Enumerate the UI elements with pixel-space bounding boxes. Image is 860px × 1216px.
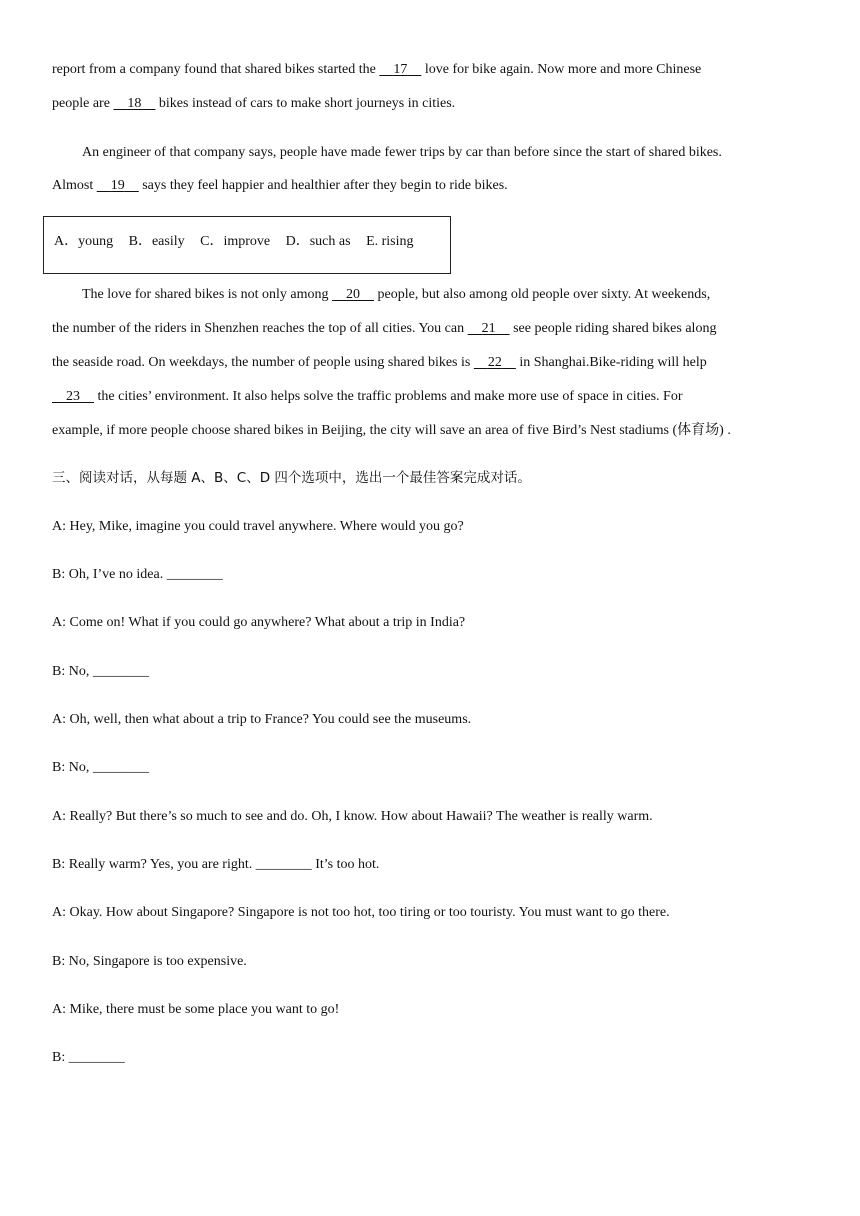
passage-line-7 xyxy=(52,354,707,372)
blank-19[interactable] xyxy=(97,178,139,193)
text: the seaside road. On weekdays, the number of people using shared bikes is xyxy=(52,355,474,370)
text: Almost xyxy=(52,178,97,193)
dialogue-line: A: Mike, there must be some place you want to go! xyxy=(52,1002,340,1017)
dialogue-line: A: Really? But there’s so much to see and do. Oh, I know. How about Hawaii? The weather is really warm. xyxy=(52,809,653,824)
dialogue-line: B: ________ xyxy=(52,1050,125,1065)
text: the number of the riders in Shenzhen reaches the top of all cities. You can xyxy=(52,321,468,336)
passage-line-8 xyxy=(52,388,682,406)
blank-number: 22 xyxy=(487,355,502,370)
blank-number: 21 xyxy=(481,321,496,336)
section-3-heading: 三、阅读对话，从每题 A、B、C、D 四个选项中，选出一个最佳答案完成对话。 xyxy=(52,470,531,486)
dialogue-line: A: Hey, Mike, imagine you could travel anywhere. Where would you go? xyxy=(52,519,464,534)
dialogue-line: A: Okay. How about Singapore? Singapore is not too hot, too tiring or too touristy. You must want to go there. xyxy=(52,905,670,920)
text: see people riding shared bikes along xyxy=(509,321,717,336)
text: report from a company found that shared bikes started the xyxy=(52,62,380,77)
option-d: D．such as xyxy=(285,234,351,249)
text: the cities’ environment. It also helps solve the traffic problems and make more use of space in cities. For xyxy=(94,389,683,404)
word-options xyxy=(54,233,414,251)
text: in Shanghai.Bike-riding will help xyxy=(515,355,707,370)
text: The love for shared bikes is not only among xyxy=(82,287,333,302)
passage-line-1 xyxy=(52,61,701,79)
blank-number: 19 xyxy=(110,178,125,193)
passage-line-9: example, if more people choose shared bikes in Beijing, the city will save an area of five Bird’s Nest stadiums (体育场) . xyxy=(52,423,731,438)
dialogue-line: B: Really warm? Yes, you are right. ________ It’s too hot. xyxy=(52,857,380,872)
option-b: B．easily xyxy=(128,234,185,249)
passage-line-2 xyxy=(52,95,455,113)
text: people, but also among old people over sixty. At weekends, xyxy=(374,287,711,302)
text: bikes instead of cars to make short journeys in cities. xyxy=(155,96,456,111)
passage-line-3: An engineer of that company says, people have made fewer trips by car than before since the start of shared bikes. xyxy=(82,145,722,160)
blank-number: 20 xyxy=(346,287,361,302)
blank-20[interactable] xyxy=(332,287,374,302)
option-e: E. rising xyxy=(366,234,414,249)
blank-23[interactable] xyxy=(52,389,94,404)
blank-number: 23 xyxy=(66,389,80,404)
passage-line-5 xyxy=(82,286,710,304)
dialogue-line: B: No, ________ xyxy=(52,664,149,679)
option-a: A．young xyxy=(54,234,114,249)
dialogue-line: A: Oh, well, then what about a trip to France? You could see the museums. xyxy=(52,712,472,727)
text: says they feel happier and healthier after they begin to ride bikes. xyxy=(138,178,508,193)
blank-number: 18 xyxy=(127,96,142,111)
blank-17[interactable] xyxy=(379,62,421,77)
word-options-box xyxy=(43,216,451,274)
passage-line-4 xyxy=(52,177,508,195)
blank-18[interactable] xyxy=(113,96,155,111)
option-c: C．improve xyxy=(200,234,271,249)
dialogue-line: B: Oh, I’ve no idea. ________ xyxy=(52,567,223,582)
text: people are xyxy=(52,96,114,111)
dialogue-line: B: No, Singapore is too expensive. xyxy=(52,954,247,969)
blank-22[interactable] xyxy=(474,355,516,370)
dialogue-line: B: No, ________ xyxy=(52,760,149,775)
dialogue-line: A: Come on! What if you could go anywhere? What about a trip in India? xyxy=(52,615,466,630)
blank-21[interactable] xyxy=(468,321,510,336)
text: love for bike again. Now more and more Chinese xyxy=(421,62,702,77)
passage-line-6 xyxy=(52,320,716,338)
blank-number: 17 xyxy=(393,62,408,77)
